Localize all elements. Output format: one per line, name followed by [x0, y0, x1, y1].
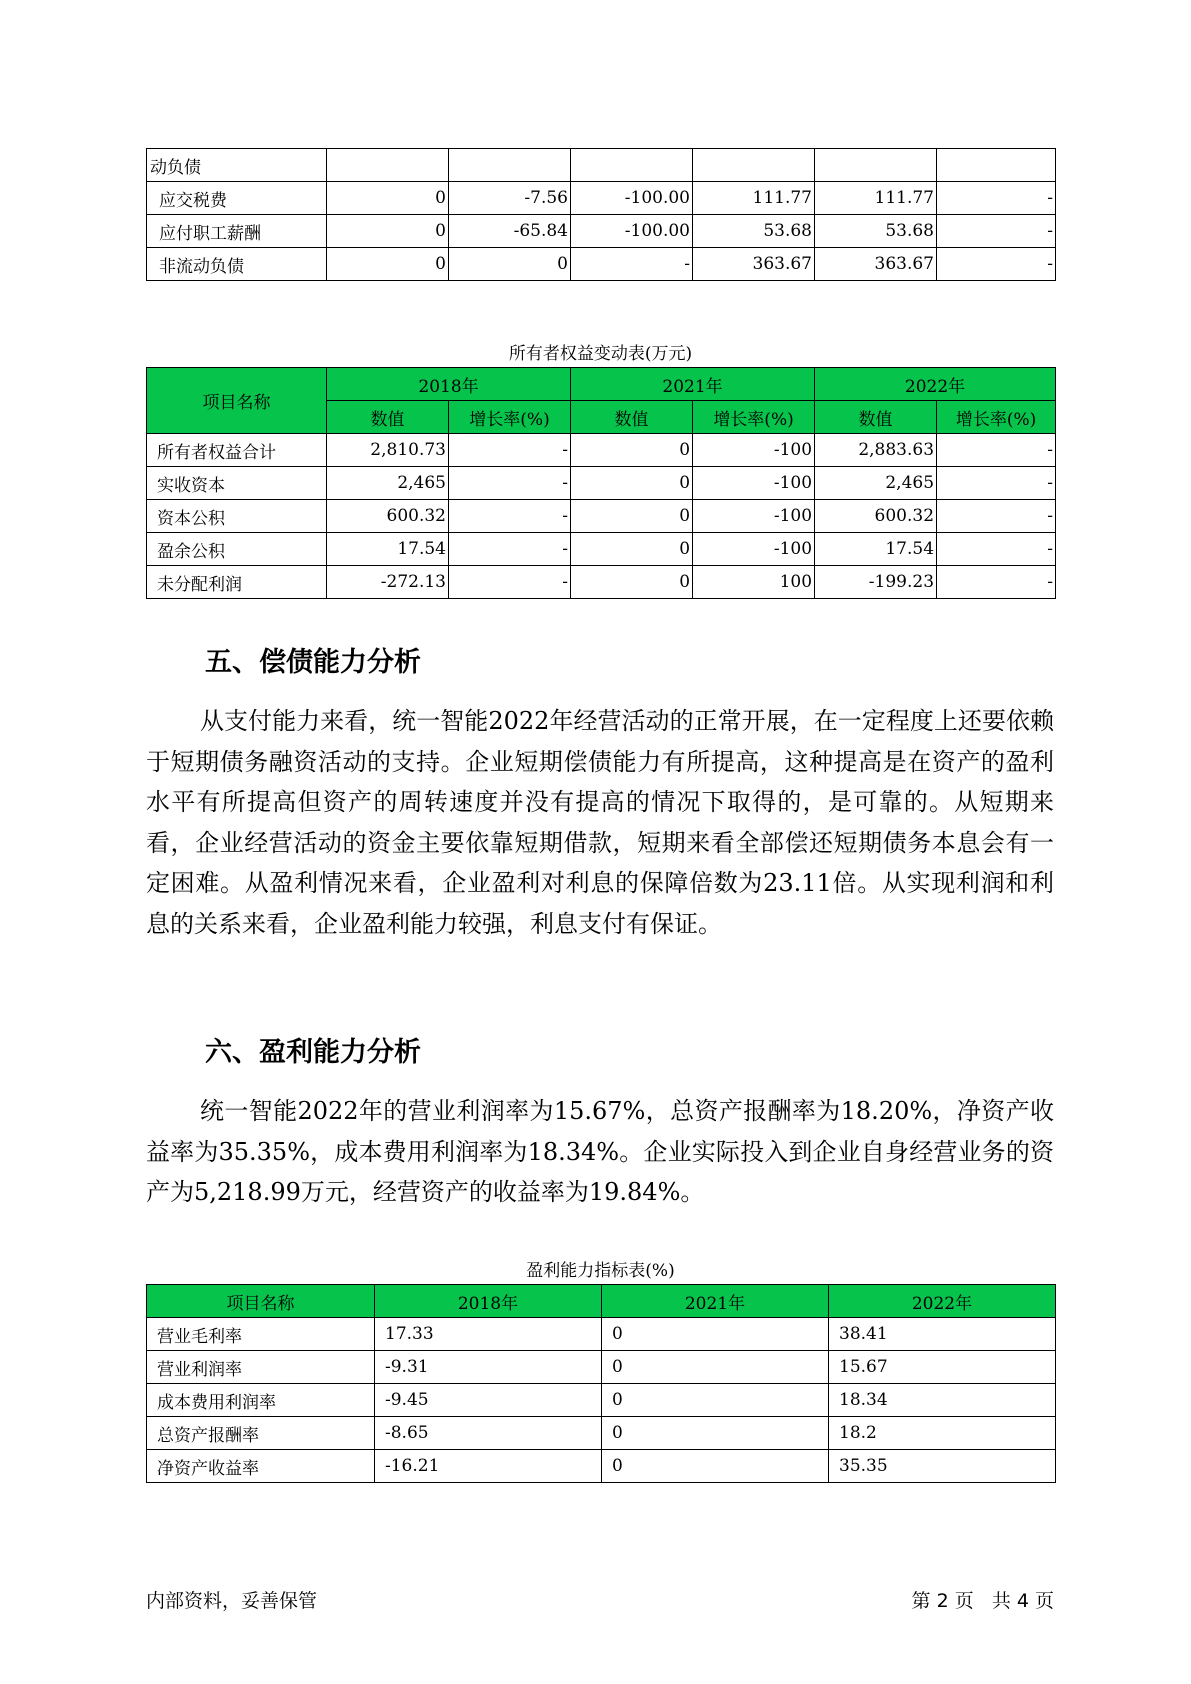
table-row: [147, 182, 1056, 215]
cell: 111.77: [693, 182, 815, 215]
column-header: 项目名称: [147, 1285, 375, 1318]
cell: 2,810.73: [327, 434, 449, 467]
row-name: 净资产收益率: [147, 1450, 375, 1483]
cell: -100.00: [571, 215, 693, 248]
cell: -: [449, 566, 571, 599]
cell: [937, 149, 1056, 182]
row-name: 成本费用利润率: [147, 1384, 375, 1417]
cell: 0: [327, 215, 449, 248]
cell: 600.32: [815, 500, 937, 533]
cell: -199.23: [815, 566, 937, 599]
row-name: 营业毛利率: [147, 1318, 375, 1351]
cell: 0: [602, 1351, 829, 1384]
cell: -9.31: [375, 1351, 602, 1384]
cell: 0: [602, 1384, 829, 1417]
cell: [327, 149, 449, 182]
cell: [449, 149, 571, 182]
cell: 0: [571, 434, 693, 467]
cell: -: [937, 434, 1056, 467]
table-row: [147, 1318, 1056, 1351]
growth-subheader: 增长率(%): [693, 401, 815, 434]
footer-note: 内部资料，妥善保管: [146, 1590, 318, 1612]
row-name: 应付职工薪酬: [147, 215, 327, 248]
cell: 0: [571, 467, 693, 500]
profitability-table-caption: 盈利能力指标表(%): [526, 1261, 675, 1281]
table-row: [147, 1417, 1056, 1450]
cell: 0: [571, 500, 693, 533]
row-name: 应交税费: [147, 182, 327, 215]
row-name: 动负债: [147, 149, 327, 182]
cell: -: [449, 500, 571, 533]
row-name: 未分配利润: [147, 566, 327, 599]
table-row: [147, 1351, 1056, 1384]
cell: -8.65: [375, 1417, 602, 1450]
page-number: 第 2 页 共 4 页: [911, 1590, 1054, 1612]
cell: -: [449, 533, 571, 566]
row-name: 盈余公积: [147, 533, 327, 566]
section-paragraph: 从支付能力来看，统一智能2022年经营活动的正常开展，在一定程度上还要依赖于短期债务融资活动的支持。企业短期偿债能力有所提高，这种提高是在资产的盈利水平有所提高但资产的周转速度并没有提高的情况下取得的，是可靠的。从短期来看，企业经营活动的资金主要依靠短期借款，短期来看全部偿还短期债务本息会有一定困难。从盈利情况来看，企业盈利对利息的保障倍数为23.11倍。从实现利润和利息的关系来看，企业盈利能力较强，利息支付有保证。: [146, 707, 1054, 938]
cell: 600.32: [327, 500, 449, 533]
cell: -16.21: [375, 1450, 602, 1483]
table-row: [147, 500, 1056, 533]
header-row: [147, 368, 1056, 401]
year-header: 2022年: [815, 368, 1056, 401]
cell: -9.45: [375, 1384, 602, 1417]
cell: -: [937, 500, 1056, 533]
cell: -: [937, 182, 1056, 215]
cell: 100: [693, 566, 815, 599]
cell: 0: [571, 566, 693, 599]
table-row: [147, 467, 1056, 500]
cell: -: [571, 248, 693, 281]
table-row: [147, 248, 1056, 281]
table-row: [147, 533, 1056, 566]
liabilities-table: [146, 148, 1056, 281]
equity-table-caption: 所有者权益变动表(万元): [508, 344, 693, 364]
year-header: 2018年: [327, 368, 571, 401]
cell: 2,465: [327, 467, 449, 500]
value-subheader: 数值: [815, 401, 937, 434]
cell: 363.67: [693, 248, 815, 281]
cell: 18.2: [829, 1417, 1056, 1450]
cell: 2,465: [815, 467, 937, 500]
growth-subheader: 增长率(%): [937, 401, 1056, 434]
cell: -: [937, 215, 1056, 248]
cell: 2,883.63: [815, 434, 937, 467]
table-row: [147, 434, 1056, 467]
cell: -: [937, 533, 1056, 566]
equity-table: [146, 367, 1056, 599]
header-row: [147, 1285, 1056, 1318]
cell: 0: [449, 248, 571, 281]
cell: 35.35: [829, 1450, 1056, 1483]
table-row: [147, 215, 1056, 248]
table-row: [147, 1450, 1056, 1483]
row-name: 资本公积: [147, 500, 327, 533]
cell: 0: [327, 248, 449, 281]
cell: 0: [602, 1318, 829, 1351]
column-header: 2018年: [375, 1285, 602, 1318]
cell: 0: [602, 1450, 829, 1483]
item-header: 项目名称: [147, 368, 327, 434]
cell: 17.54: [327, 533, 449, 566]
cell: 15.67: [829, 1351, 1056, 1384]
table-row: [147, 566, 1056, 599]
cell: 17.54: [815, 533, 937, 566]
cell: -100: [693, 533, 815, 566]
cell: 0: [327, 182, 449, 215]
cell: -100: [693, 434, 815, 467]
cell: 0: [571, 533, 693, 566]
cell: -: [937, 467, 1056, 500]
cell: 53.68: [693, 215, 815, 248]
cell: -272.13: [327, 566, 449, 599]
row-name: 总资产报酬率: [147, 1417, 375, 1450]
cell: -100: [693, 500, 815, 533]
column-header: 2021年: [602, 1285, 829, 1318]
cell: -: [449, 434, 571, 467]
section-paragraph: 统一智能2022年的营业利润率为15.67%，总资产报酬率为18.20%，净资产收益率为35.35%，成本费用利润率为18.34%。企业实际投入到企业自身经营业务的资产为5,218.99万元，经营资产的收益率为19.84%。: [146, 1097, 1054, 1206]
table-row: [147, 149, 1056, 182]
row-name: 营业利润率: [147, 1351, 375, 1384]
cell: -7.56: [449, 182, 571, 215]
cell: -100: [693, 467, 815, 500]
cell: 363.67: [815, 248, 937, 281]
cell: -100.00: [571, 182, 693, 215]
table-row: [147, 1384, 1056, 1417]
cell: -: [937, 248, 1056, 281]
row-name: 所有者权益合计: [147, 434, 327, 467]
profitability-table: [146, 1284, 1056, 1483]
cell: [815, 149, 937, 182]
value-subheader: 数值: [571, 401, 693, 434]
section-heading: 五、偿债能力分析: [205, 647, 421, 678]
growth-subheader: 增长率(%): [449, 401, 571, 434]
cell: 17.33: [375, 1318, 602, 1351]
cell: 38.41: [829, 1318, 1056, 1351]
cell: 18.34: [829, 1384, 1056, 1417]
cell: -: [449, 467, 571, 500]
row-name: 实收资本: [147, 467, 327, 500]
cell: [571, 149, 693, 182]
cell: [693, 149, 815, 182]
cell: 53.68: [815, 215, 937, 248]
value-subheader: 数值: [327, 401, 449, 434]
section-heading: 六、盈利能力分析: [205, 1037, 421, 1068]
row-name: 非流动负债: [147, 248, 327, 281]
cell: -: [937, 566, 1056, 599]
cell: 0: [602, 1417, 829, 1450]
column-header: 2022年: [829, 1285, 1056, 1318]
year-header: 2021年: [571, 368, 815, 401]
cell: 111.77: [815, 182, 937, 215]
cell: -65.84: [449, 215, 571, 248]
